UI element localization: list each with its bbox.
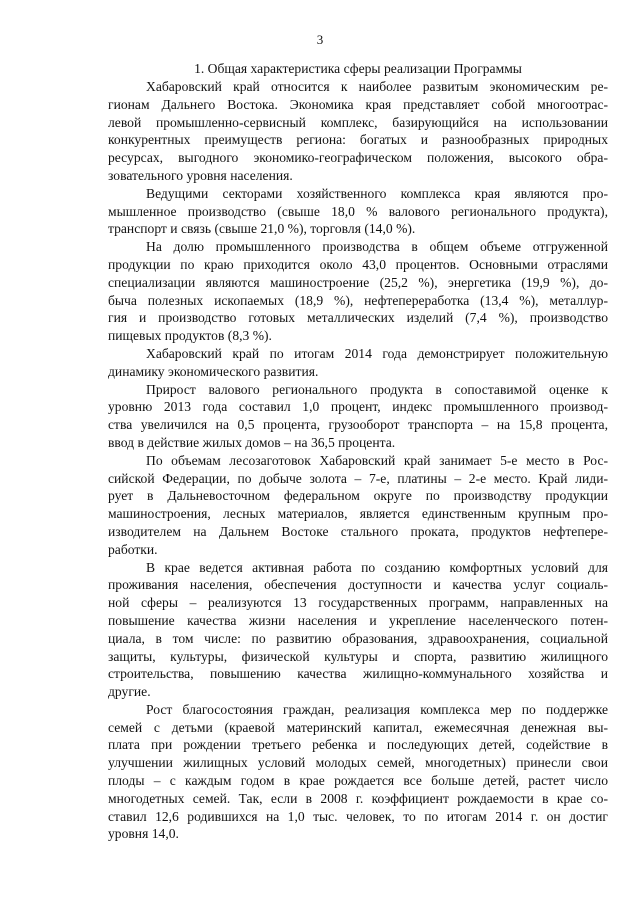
text-line: семей с детьми (краевой материнский капитал, ежемесячная денежная вы- [108,719,608,735]
text-line: плоды – с каждым годом в крае рождается все больше детей, растет число [108,773,608,789]
text-line: ресурсах, выгодного экономико-географическом положения, высокого обра- [108,150,608,166]
text-line: По объемам лесозаготовок Хабаровский край занимает 5-е место в Рос- [146,452,608,468]
paragraph [108,185,608,238]
text-line: рует в Дальневосточном федеральном округе по производству продукции [108,488,608,504]
text-line: гионам Дальнего Востока. Экономика края представляет собой многоотрас- [108,96,608,112]
text-line: специализации являются машиностроение (25,2 %), энергетика (19,9 %), до- [108,274,608,290]
text-line: улучшении жилищных условий молодых семей, многодетных) принесли свои [108,755,608,771]
text-line: Ведущими секторами хозяйственного комплекса края являются про- [146,185,608,201]
text-line: ввод в действие жилых домов – на 36,5 процента. [108,434,396,450]
text-line: На долю промышленного производства в общем объеме отгруженной [146,239,608,255]
text-line: многодетных семей. Так, если в 2008 г. коэффициент рождаемости в крае со- [108,790,608,806]
text-line: левой промышленно-сервисный комплекс, базирующийся на использовании [108,114,608,130]
text-line: конкурентных преимуществ региона: богатых и разнообразных природных [108,132,608,148]
text-line: транспорт и связь (свыше 21,0 %), торговля (14,0 %). [108,221,416,237]
paragraph [108,452,608,559]
text-line: продукции по краю приходится около 43,0 процентов. Основными отраслями [108,256,608,272]
text-line: защиты, культуры, физической культуры и спорта, развитию жилищного [108,648,608,664]
paragraph [108,701,608,843]
text-line: ства увеличился на 0,5 процента, грузооборот транспорта – на 15,8 процента, [108,417,608,433]
text-line: машиностроения, лесных материалов, является единственным крупным про- [108,506,608,522]
body-text [108,78,608,843]
text-line: строительства, повышению качества жилищно-коммунального хозяйства и [108,666,608,682]
text-line: пищевых продуктов (8,3 %). [108,328,272,344]
text-line: уровня 14,0. [108,826,179,842]
text-line: работки. [108,541,158,557]
text-line: Хабаровский край по итогам 2014 года демонстрирует положительную [146,345,608,361]
paragraph [108,381,608,452]
text-line: Хабаровский край относится к наиболее развитым экономическим ре- [146,79,608,94]
text-line: В крае ведется активная работа по созданию комфортных условий для [146,559,608,575]
paragraph [108,559,608,701]
text-line: проживания населения, обеспечения доступности и качества услуг социаль- [108,577,608,593]
paragraph [108,238,608,345]
text-line: уровню 2013 года составил 1,0 процент, индекс промышленного производ- [108,399,608,415]
text-line: ставил 12,6 родившихся на 1,0 тыс. человек, то по итогам 2014 г. он достиг [108,808,608,824]
text-line: мышленное производство (свыше 18,0 % валового регионального продукта), [108,203,608,219]
text-line: гия и производство готовых металлических изделий (7,4 %), производство [108,310,608,326]
text-line: плата при рождении третьего ребенка и последующих детей, содействие в [108,737,608,753]
text-line: повышение качества жизни населения и укрепление населенческого потен- [108,612,608,628]
paragraph [108,345,608,381]
text-line: циала, в том числе: по развитию образования, здравоохранения, социальной [108,630,608,646]
paragraph [108,78,608,185]
text-line: Прирост валового регионального продукта в сопоставимой оценке к [146,381,608,397]
section-heading: 1. Общая характеристика сферы реализации Программы [194,61,522,76]
text-line: Рост благосостояния граждан, реализация комплекса мер по поддержке [146,701,608,717]
text-line: другие. [108,684,151,700]
text-line: ной сферы – реализуются 13 государственных программ, направленных на [108,595,608,611]
page-number: 3 [316,32,324,47]
text-line: быча полезных ископаемых (18,9 %), нефтепереработка (13,4 %), металлур- [108,292,608,308]
text-line: сийской Федерации, по добыче золота – 7-е, платины – 2-е место. Край лиди- [108,470,608,486]
text-line: зовательного уровня населения. [108,167,293,183]
text-line: изводителем на Дальнем Востоке стального проката, продуктов нефтепере- [108,523,608,539]
text-line: динамику экономического развития. [108,363,319,379]
